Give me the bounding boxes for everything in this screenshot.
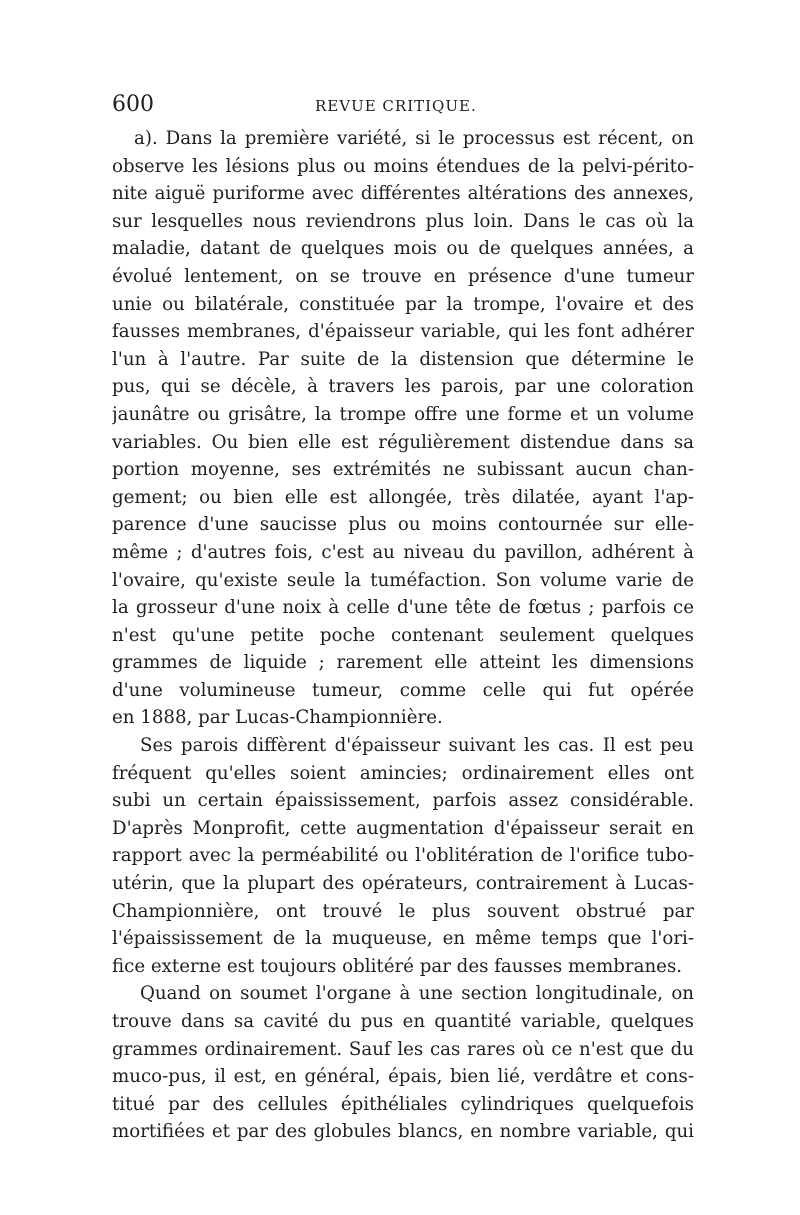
text-line: sur lesquelles nous reviendrons plus loin. Dans le cas où la (112, 210, 694, 232)
text-line: l'ovaire, qu'existe seule la tuméfaction. Son volume varie de (112, 569, 694, 591)
running-head (112, 92, 694, 118)
text-line: utérin, que la plupart des opérateurs, contrairement à Lucas- (112, 873, 694, 895)
text-line: rapport avec la perméabilité ou l'oblitération de l'orifice tubo- (112, 845, 694, 867)
text-line: variables. Ou bien elle est régulièrement distendue dans sa (112, 431, 694, 453)
text-line: gement; ou bien elle est allongée, très dilatée, ayant l'ap- (112, 486, 694, 508)
text-line: d'une volumineuse tumeur, comme celle qui fut opérée (112, 679, 694, 701)
text-line: subi un certain épaississement, parfois assez considérable. (112, 790, 694, 812)
text-line: titué par des cellules épithéliales cylindriques quelquefois (112, 1093, 694, 1115)
text-line: maladie, datant de quelques mois ou de quelques années, a (112, 238, 694, 260)
text-line: n'est qu'une petite poche contenant seulement quelques (112, 624, 694, 646)
text-line: Championnière, ont trouvé le plus souvent obstrué par (112, 900, 694, 922)
text-line: grammes ordinairement. Sauf les cas rares où ce n'est que du (112, 1038, 694, 1060)
text-line: Ses parois diffèrent d'épaisseur suivant les cas. Il est peu (140, 735, 694, 757)
page-number: 600 (112, 92, 154, 117)
body-text (112, 125, 694, 1146)
text-line: mortifiées et par des globules blancs, en nombre variable, qui (112, 1121, 694, 1143)
text-line: unie ou bilatérale, constituée par la trompe, l'ovaire et des (112, 293, 694, 315)
running-title: REVUE CRITIQUE. (315, 97, 477, 115)
text-line: l'épaississement de la muqueuse, en même temps que l'ori- (112, 928, 694, 950)
text-line: évolué lentement, on se trouve en présence d'une tumeur (112, 265, 694, 287)
text-line: D'après Monprofit, cette augmentation d'épaisseur serait en (112, 817, 694, 839)
text-line: nite aiguë puriforme avec différentes altérations des annexes, (112, 183, 694, 205)
text-line: a). Dans la première variété, si le processus est récent, on (134, 128, 694, 149)
text-line: Quand on soumet l'organe à une section longitudinale, on (140, 983, 694, 1005)
text-line: en 1888, par Lucas-Championnière. (112, 707, 443, 729)
text-line: pus, qui se décèle, à travers les parois, par une coloration (112, 376, 694, 398)
text-line: portion moyenne, ses extrémités ne subissant aucun chan- (112, 459, 694, 481)
text-line: jaunâtre ou grisâtre, la trompe offre une forme et un volume (112, 403, 694, 425)
text-line: l'un à l'autre. Par suite de la distension que détermine le (112, 348, 694, 370)
text-line: muco-pus, il est, en général, épais, bien lié, verdâtre et cons- (112, 1066, 694, 1088)
text-line: fréquent qu'elles soient amincies; ordinairement elles ont (112, 762, 694, 784)
text-line: observe les lésions plus ou moins étendues de la pelvi-périto- (112, 155, 694, 177)
text-line: grammes de liquide ; rarement elle atteint les dimensions (112, 652, 694, 674)
text-line: fice externe est toujours oblitéré par des fausses membranes. (112, 955, 683, 977)
text-line: parence d'une saucisse plus ou moins contournée sur elle- (112, 514, 694, 536)
text-line: la grosseur d'une noix à celle d'une tête de fœtus ; parfois ce (112, 597, 694, 619)
text-line: même ; d'autres fois, c'est au niveau du pavillon, adhérent à (112, 541, 694, 563)
text-line: trouve dans sa cavité du pus en quantité variable, quelques (112, 1011, 694, 1032)
text-line: fausses membranes, d'épaisseur variable, qui les font adhérer (112, 321, 694, 343)
